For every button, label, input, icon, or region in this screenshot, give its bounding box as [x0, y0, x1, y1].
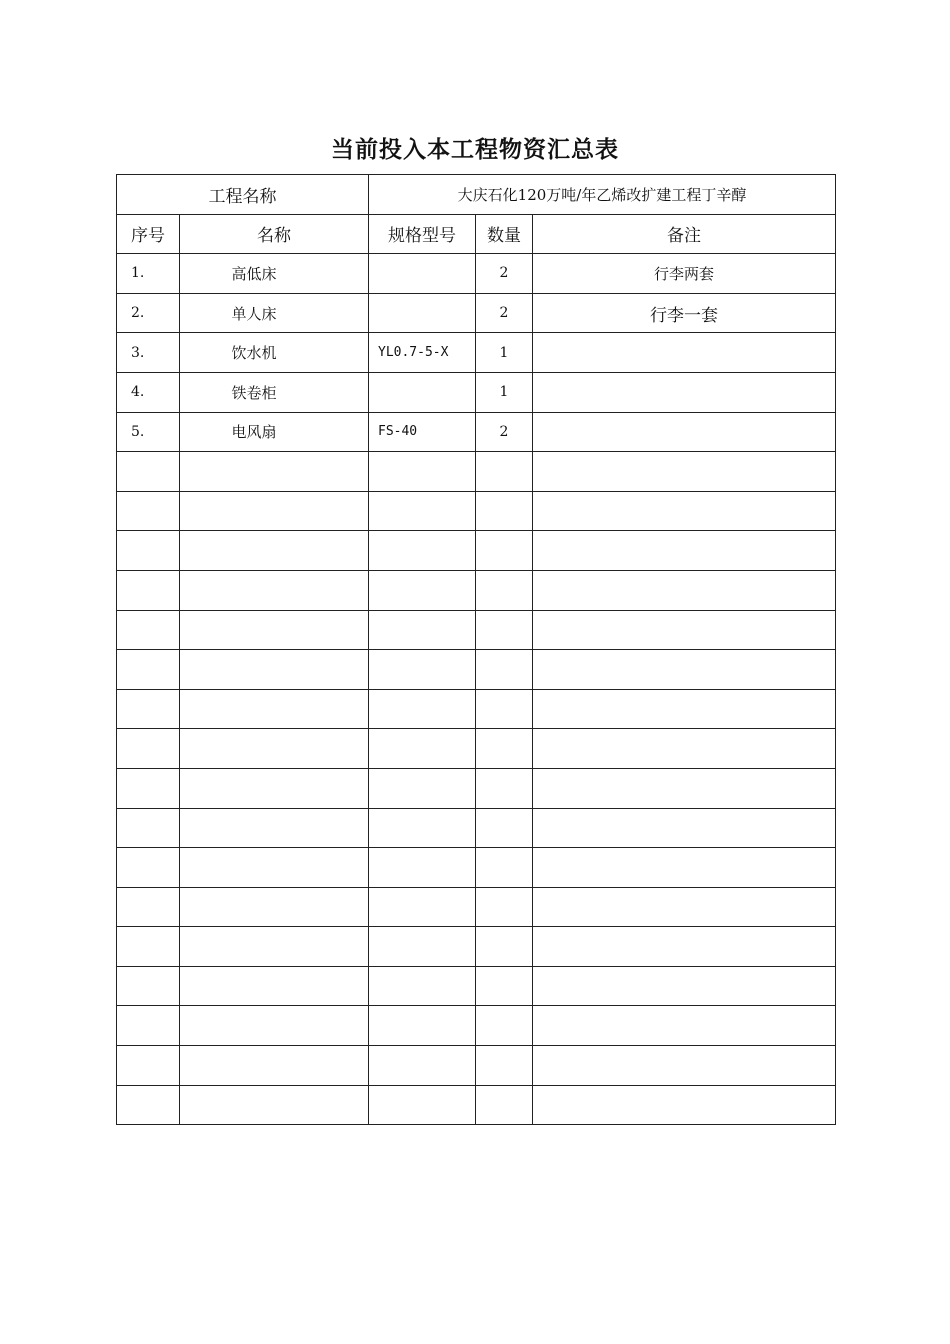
table-row [117, 293, 836, 333]
row-remark-empty [533, 887, 836, 927]
row-seq-empty [117, 1085, 180, 1125]
row-qty: 2 [476, 293, 533, 333]
row-name-empty [180, 650, 369, 690]
row-seq: 2. [117, 293, 180, 333]
row-name-empty [180, 531, 369, 571]
row-qty-empty [476, 1085, 533, 1125]
row-name-empty [180, 927, 369, 967]
row-remark-empty [533, 650, 836, 690]
row-seq: 1. [117, 254, 180, 294]
row-name-empty [180, 452, 369, 492]
row-seq-empty [117, 689, 180, 729]
row-remark [533, 412, 836, 452]
row-seq: 3. [117, 333, 180, 373]
row-seq-empty [117, 452, 180, 492]
row-name-empty [180, 966, 369, 1006]
row-remark: 行李一套 [533, 293, 836, 333]
row-seq-empty [117, 927, 180, 967]
row-remark-empty [533, 1046, 836, 1086]
empty-table-row [117, 1085, 836, 1125]
row-qty-empty [476, 452, 533, 492]
empty-table-row [117, 610, 836, 650]
project-name-label: 工程名称 [117, 175, 369, 215]
empty-table-row [117, 966, 836, 1006]
row-name-empty [180, 1046, 369, 1086]
row-name-empty [180, 1085, 369, 1125]
row-name-empty [180, 610, 369, 650]
row-qty-empty [476, 729, 533, 769]
row-remark-empty [533, 729, 836, 769]
row-remark-empty [533, 531, 836, 571]
row-remark [533, 372, 836, 412]
empty-table-row [117, 650, 836, 690]
row-qty-empty [476, 570, 533, 610]
row-qty-empty [476, 491, 533, 531]
row-spec-empty [369, 768, 476, 808]
row-name: 单人床 [180, 293, 369, 333]
table-row [117, 333, 836, 373]
empty-table-row [117, 729, 836, 769]
row-seq-empty [117, 570, 180, 610]
row-qty-empty [476, 1006, 533, 1046]
row-spec-empty [369, 1006, 476, 1046]
row-qty-empty [476, 531, 533, 571]
row-seq-empty [117, 848, 180, 888]
row-qty-empty [476, 689, 533, 729]
header-name: 名称 [180, 214, 369, 254]
row-seq-empty [117, 1006, 180, 1046]
row-qty-empty [476, 1046, 533, 1086]
row-seq-empty [117, 1046, 180, 1086]
row-spec [369, 372, 476, 412]
row-qty-empty [476, 927, 533, 967]
row-spec [369, 254, 476, 294]
row-name-empty [180, 887, 369, 927]
row-seq: 4. [117, 372, 180, 412]
row-qty: 1 [476, 333, 533, 373]
row-spec-empty [369, 452, 476, 492]
row-remark-empty [533, 1006, 836, 1046]
row-spec-empty [369, 491, 476, 531]
row-spec-empty [369, 927, 476, 967]
row-spec-empty [369, 808, 476, 848]
row-remark-empty [533, 808, 836, 848]
row-spec: FS-40 [369, 412, 476, 452]
empty-table-row [117, 491, 836, 531]
header-remark: 备注 [533, 214, 836, 254]
empty-table-row [117, 848, 836, 888]
project-row [117, 175, 836, 215]
row-name: 饮水机 [180, 333, 369, 373]
row-qty: 2 [476, 412, 533, 452]
row-seq-empty [117, 887, 180, 927]
row-seq-empty [117, 610, 180, 650]
row-spec-empty [369, 848, 476, 888]
table-row [117, 254, 836, 294]
row-qty-empty [476, 966, 533, 1006]
row-spec [369, 293, 476, 333]
row-spec-empty [369, 729, 476, 769]
row-spec-empty [369, 966, 476, 1006]
header-spec: 规格型号 [369, 214, 476, 254]
row-remark-empty [533, 689, 836, 729]
row-spec-empty [369, 1085, 476, 1125]
row-spec-empty [369, 1046, 476, 1086]
row-name-empty [180, 808, 369, 848]
row-qty-empty [476, 848, 533, 888]
row-spec-empty [369, 570, 476, 610]
row-spec-empty [369, 650, 476, 690]
row-remark-empty [533, 848, 836, 888]
row-remark-empty [533, 491, 836, 531]
empty-table-row [117, 570, 836, 610]
row-qty-empty [476, 610, 533, 650]
row-seq-empty [117, 491, 180, 531]
row-remark-empty [533, 768, 836, 808]
row-spec-empty [369, 689, 476, 729]
row-seq-empty [117, 966, 180, 1006]
row-remark-empty [533, 610, 836, 650]
project-name-value: 大庆石化120万吨/年乙烯改扩建工程丁辛醇 [369, 175, 836, 215]
row-name-empty [180, 689, 369, 729]
empty-table-row [117, 927, 836, 967]
row-spec-empty [369, 610, 476, 650]
row-spec-empty [369, 531, 476, 571]
document-title: 当前投入本工程物资汇总表 [331, 137, 619, 163]
row-name-empty [180, 1006, 369, 1046]
materials-summary-table [116, 174, 836, 1125]
empty-table-row [117, 1046, 836, 1086]
empty-table-row [117, 531, 836, 571]
empty-table-row [117, 1006, 836, 1046]
empty-table-row [117, 689, 836, 729]
row-name-empty [180, 570, 369, 610]
row-name-empty [180, 768, 369, 808]
row-qty: 2 [476, 254, 533, 294]
row-spec-empty [369, 887, 476, 927]
table-row [117, 372, 836, 412]
row-spec: YL0.7-5-X [369, 333, 476, 373]
row-remark-empty [533, 927, 836, 967]
row-name: 铁卷柜 [180, 372, 369, 412]
empty-table-row [117, 808, 836, 848]
row-remark-empty [533, 570, 836, 610]
table-row [117, 412, 836, 452]
row-remark: 行李两套 [533, 254, 836, 294]
row-name: 电风扇 [180, 412, 369, 452]
row-remark-empty [533, 1085, 836, 1125]
row-qty-empty [476, 808, 533, 848]
row-seq-empty [117, 768, 180, 808]
empty-table-row [117, 887, 836, 927]
empty-table-row [117, 768, 836, 808]
row-seq: 5. [117, 412, 180, 452]
row-name-empty [180, 491, 369, 531]
row-seq-empty [117, 650, 180, 690]
row-name: 高低床 [180, 254, 369, 294]
row-qty: 1 [476, 372, 533, 412]
row-remark-empty [533, 966, 836, 1006]
empty-table-row [117, 452, 836, 492]
row-qty-empty [476, 768, 533, 808]
row-qty-empty [476, 887, 533, 927]
row-name-empty [180, 848, 369, 888]
row-seq-empty [117, 531, 180, 571]
header-qty: 数量 [476, 214, 533, 254]
row-remark [533, 333, 836, 373]
row-qty-empty [476, 650, 533, 690]
row-seq-empty [117, 808, 180, 848]
row-seq-empty [117, 729, 180, 769]
row-remark-empty [533, 452, 836, 492]
header-row [117, 214, 836, 254]
header-seq: 序号 [117, 214, 180, 254]
row-name-empty [180, 729, 369, 769]
